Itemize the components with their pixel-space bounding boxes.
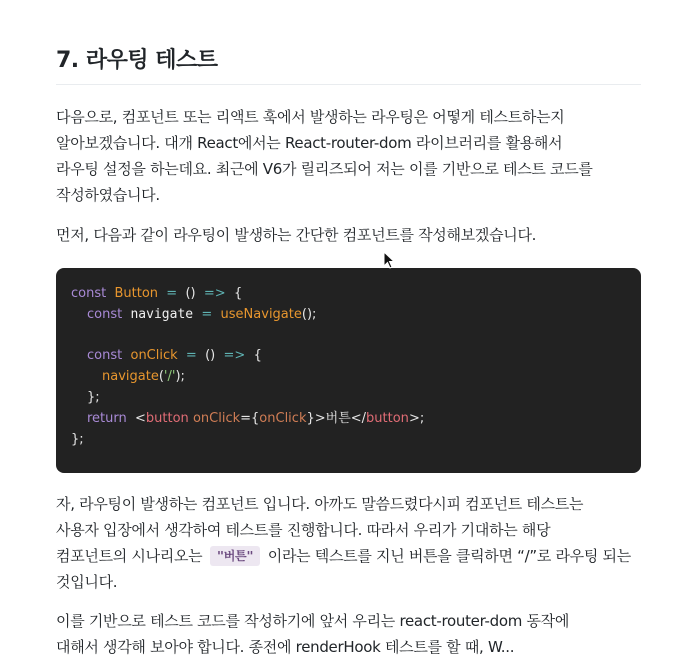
paragraph-line: 것입니다. bbox=[56, 573, 118, 591]
code-keyword: const bbox=[71, 286, 107, 301]
code-operator: => bbox=[203, 286, 226, 301]
code-variable: navigate bbox=[130, 306, 194, 322]
paragraph-line: 먼저, 다음과 같이 라우팅이 발생하는 간단한 컴포넌트를 작성해보겠습니다. bbox=[56, 226, 537, 244]
code-line-4 bbox=[71, 346, 626, 367]
code-text: 버튼 bbox=[325, 410, 351, 426]
paragraph-line: 자, 라우팅이 발생하는 컴포넌트 입니다. 아까도 말씀드렸다시피 컴포넌트 테스트는 bbox=[56, 495, 584, 513]
code-line-6 bbox=[71, 388, 626, 409]
text-segment: 이라는 텍스트를 지닌 버튼을 클릭하면 “/”로 라우팅 되는 bbox=[267, 547, 631, 565]
code-attr-value: onClick bbox=[259, 410, 307, 426]
paragraph-component-intro bbox=[56, 222, 641, 248]
paragraph-line: 사용자 입장에서 생각하여 테스트를 진행합니다. 따라서 우리가 기대하는 해당 bbox=[56, 521, 551, 539]
code-string: '/' bbox=[163, 369, 176, 385]
code-line-8 bbox=[71, 430, 626, 451]
code-keyword: const bbox=[87, 306, 123, 322]
code-punct: }> bbox=[306, 410, 326, 426]
paragraph-routing-intro bbox=[56, 104, 641, 208]
paragraph-line: 알아보겠습니다. 대개 React에서는 React-router-dom 라이브러리를 활용해서 bbox=[56, 134, 563, 152]
code-line-7 bbox=[71, 409, 626, 430]
code-identifier: Button bbox=[114, 286, 159, 301]
code-operator: = bbox=[185, 348, 197, 364]
code-function: navigate bbox=[102, 369, 159, 385]
code-tag: button bbox=[366, 410, 409, 426]
text-segment: 컴포넌트의 시나리오는 bbox=[56, 547, 203, 565]
paragraph-line: 이를 기반으로 테스트 코드를 작성하기에 앞서 우리는 react-router-dom 동작에 bbox=[56, 612, 570, 630]
code-punct: < bbox=[135, 410, 146, 426]
code-punct: (); bbox=[301, 306, 317, 322]
code-line-3 bbox=[71, 326, 626, 347]
code-line-2 bbox=[71, 305, 626, 326]
code-operator: => bbox=[223, 348, 246, 364]
code-attr: onClick bbox=[192, 410, 241, 426]
code-function: useNavigate bbox=[220, 306, 302, 322]
code-punct: () bbox=[205, 348, 216, 364]
code-line-5 bbox=[71, 367, 626, 388]
code-punct: { bbox=[233, 286, 243, 301]
code-punct: ={ bbox=[240, 410, 260, 426]
mouse-cursor-icon bbox=[383, 251, 397, 271]
paragraph-react-router bbox=[56, 608, 641, 660]
paragraph-line: 대해서 생각해 보아야 합니다. 종전에 renderHook 테스트를 할 때, W... bbox=[56, 638, 515, 656]
paragraph-scenario bbox=[56, 491, 641, 595]
code-punct: ( bbox=[158, 369, 164, 385]
code-punct: >; bbox=[408, 410, 425, 426]
inline-code: "버튼" bbox=[210, 546, 260, 566]
code-punct: }; bbox=[87, 389, 100, 405]
paragraph-line: 라우팅 설정을 하는데요. 최근에 V6가 릴리즈되어 저는 이를 기반으로 테스트 코드를 bbox=[56, 160, 593, 178]
code-punct: () bbox=[185, 286, 196, 301]
code-punct: ); bbox=[175, 369, 185, 385]
code-block[interactable] bbox=[56, 268, 641, 473]
code-identifier: onClick bbox=[130, 348, 178, 364]
code-tag: button bbox=[145, 410, 189, 426]
code-punct: </ bbox=[350, 410, 367, 426]
paragraph-line: 작성하였습니다. bbox=[56, 186, 160, 204]
code-keyword: return bbox=[87, 410, 127, 426]
code-punct: }; bbox=[71, 431, 84, 447]
code-keyword: const bbox=[87, 348, 123, 364]
paragraph-line: 다음으로, 컴포넌트 또는 리액트 훅에서 발생하는 라우팅은 어떻게 테스트하는지 bbox=[56, 108, 565, 126]
section-heading: 7. 라우팅 테스트 bbox=[56, 44, 641, 85]
code-operator: = bbox=[166, 286, 178, 301]
paragraph-line bbox=[56, 543, 641, 569]
code-operator: = bbox=[201, 306, 213, 322]
code-line-1 bbox=[71, 284, 626, 305]
code-punct: { bbox=[253, 348, 262, 364]
